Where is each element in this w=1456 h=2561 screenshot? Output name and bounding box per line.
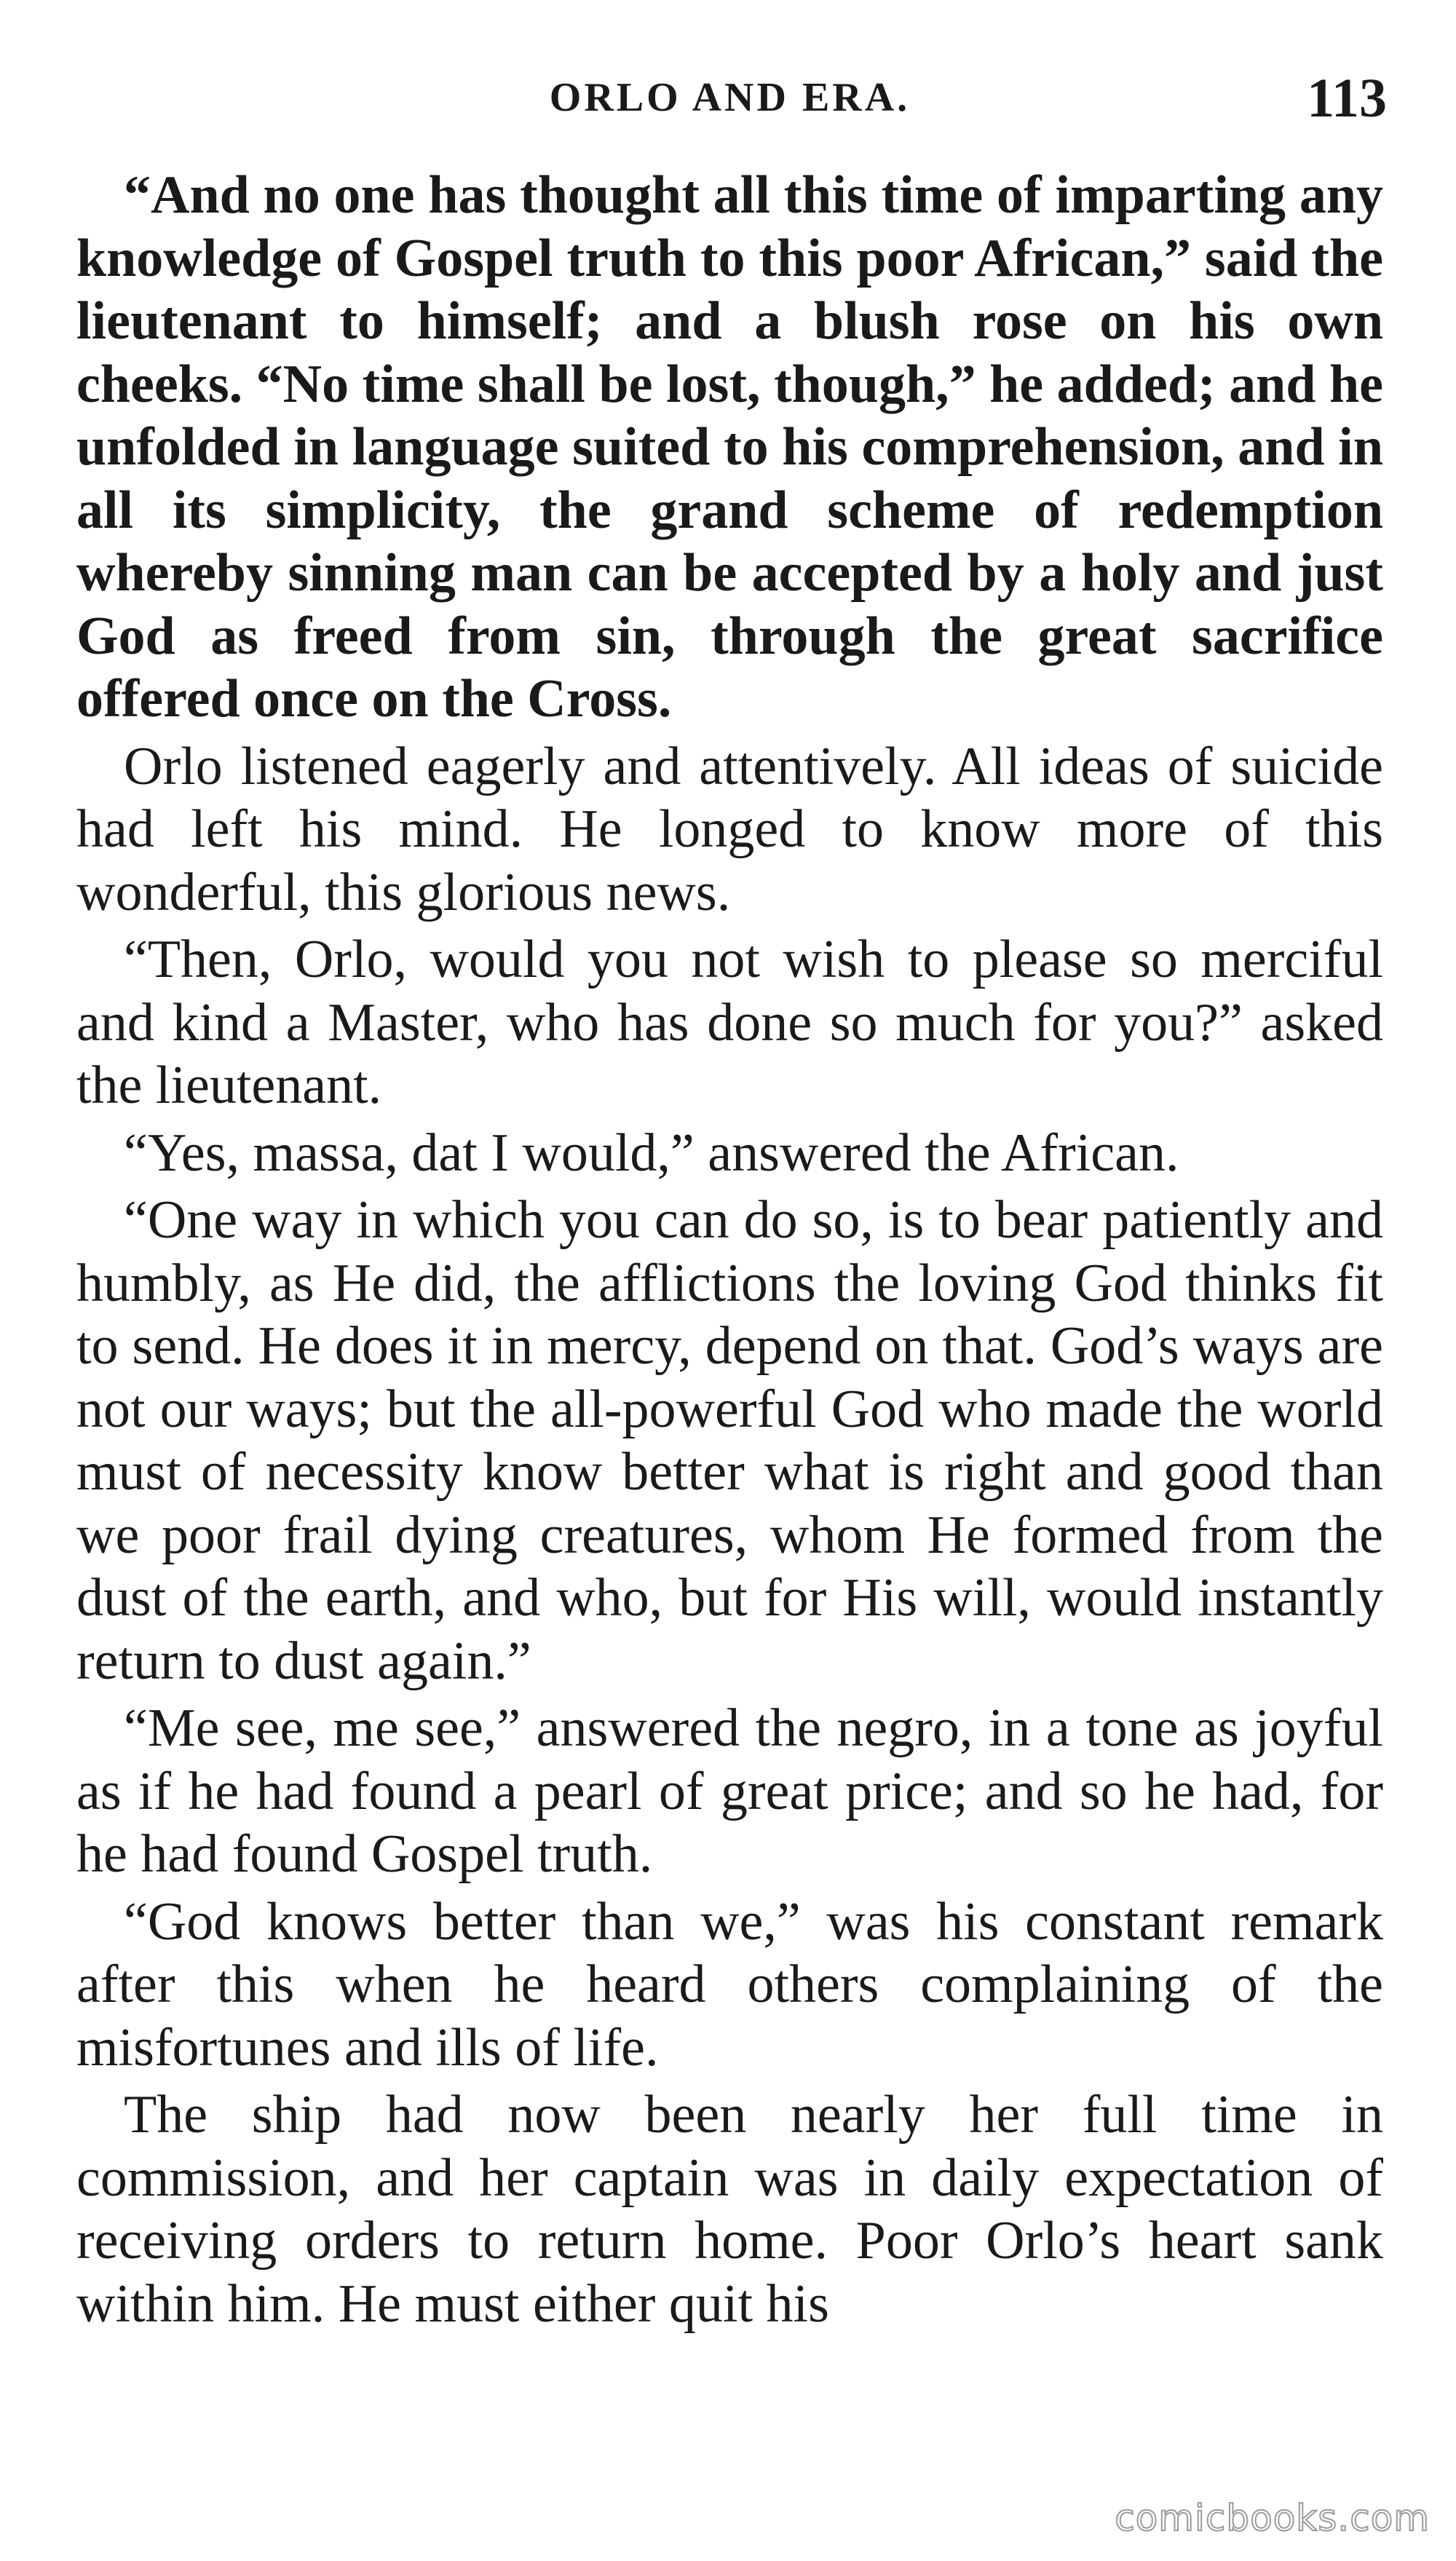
- paragraph-5: “One way in which you can do so, is to bear patiently and humbly, as He did, the afflictions the loving God thinks fit to send. He does it in mercy, depend on that. God’s ways are not our ways; but the all-powerful God who made the world must of necessity know better what is right and good than we poor frail dying creatures, whom He formed from the dust of the earth, and who, but for His will, would instantly return to dust again.”: [76, 1190, 1383, 1691]
- paragraph-4: “Yes, massa, dat I would,” answered the African.: [124, 1123, 1179, 1183]
- paragraph-2: Orlo listened eagerly and attentively. All ideas of suicide had left his mind. He longed to know more of this wonderful, this glorious news.: [76, 736, 1383, 922]
- paragraph-8: The ship had now been nearly her full time in commission, and her captain was in daily expectation of receiving orders to return home. Poor Orlo’s heart sank within him. He must either quit his: [76, 2085, 1383, 2334]
- paragraph-7: “God knows better than we,” was his constant remark after this when he heard others complaining of the misfortunes and ills of life.: [76, 1891, 1383, 2078]
- page-number: 113: [1307, 68, 1387, 129]
- paragraph-1: “And no one has thought all this time of imparting any knowledge of Gospel truth to this poor African,” said the lieutenant to himself; and a blush rose on his own cheeks. “No time shall be lost, though,” he added; and he unfolded in language suited to his comprehension, and in all its simplicity, the grand scheme of redemption whereby sinning man can be accepted by a holy and just God as freed from sin, through the great sacrifice offered once on the Cross.: [76, 165, 1383, 729]
- running-title: ORLO AND ERA.: [549, 75, 911, 120]
- paragraph-3: “Then, Orlo, would you not wish to please so merciful and kind a Master, who has done so much for you?” asked the lieutenant.: [76, 930, 1383, 1115]
- running-head: [73, 67, 1387, 132]
- paragraph-6: “Me see, me see,” answered the negro, in a tone as joyful as if he had found a pearl of great price; and so he had, for he had found Gospel truth.: [76, 1698, 1383, 1884]
- body-text: [76, 164, 1383, 2340]
- watermark: comicbooks.com: [1115, 2497, 1430, 2539]
